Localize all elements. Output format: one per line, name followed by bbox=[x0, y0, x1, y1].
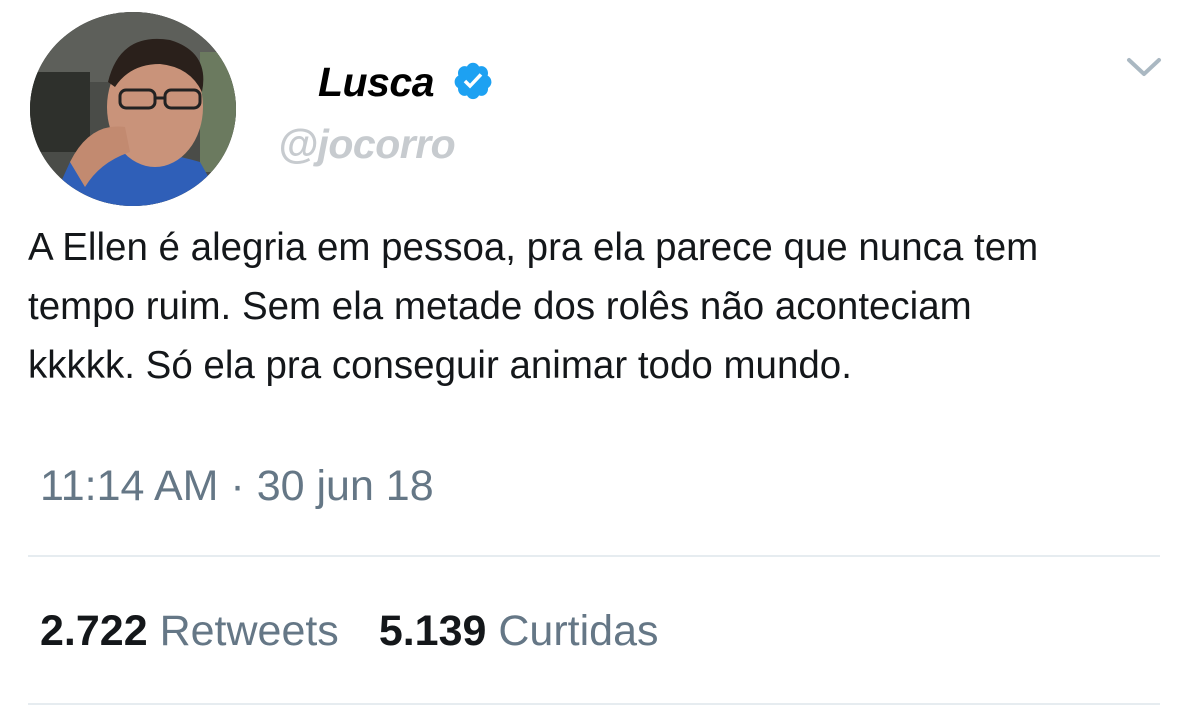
divider bbox=[28, 703, 1160, 705]
display-name[interactable]: Lusca bbox=[318, 59, 434, 105]
likes-label: Curtidas bbox=[498, 607, 659, 655]
tweet-text-line: tempo ruim. Sem ela metade dos rolês não aconteciam bbox=[28, 285, 972, 328]
tweet-timestamp[interactable]: 11:14 AM · 30 jun 18 bbox=[40, 462, 434, 510]
tweet-text-line: kkkkk. Só ela pra conseguir animar todo mundo. bbox=[28, 344, 852, 387]
tweet-text bbox=[28, 218, 1178, 395]
retweets-count: 2.722 bbox=[40, 607, 148, 655]
user-handle[interactable]: @jocorro bbox=[278, 121, 456, 167]
retweets-stat[interactable] bbox=[40, 607, 339, 655]
profile-photo-icon bbox=[30, 12, 236, 206]
divider bbox=[28, 555, 1160, 557]
chevron-down-icon[interactable] bbox=[1124, 52, 1164, 82]
tweet-stats bbox=[40, 603, 659, 659]
avatar[interactable] bbox=[30, 12, 236, 206]
likes-count: 5.139 bbox=[378, 607, 487, 655]
tweet-text-line: A Ellen é alegria em pessoa, pra ela parece que nunca tem bbox=[28, 226, 1039, 269]
retweets-label: Retweets bbox=[159, 607, 339, 655]
likes-stat[interactable] bbox=[379, 607, 659, 655]
verified-badge-icon bbox=[452, 60, 494, 102]
